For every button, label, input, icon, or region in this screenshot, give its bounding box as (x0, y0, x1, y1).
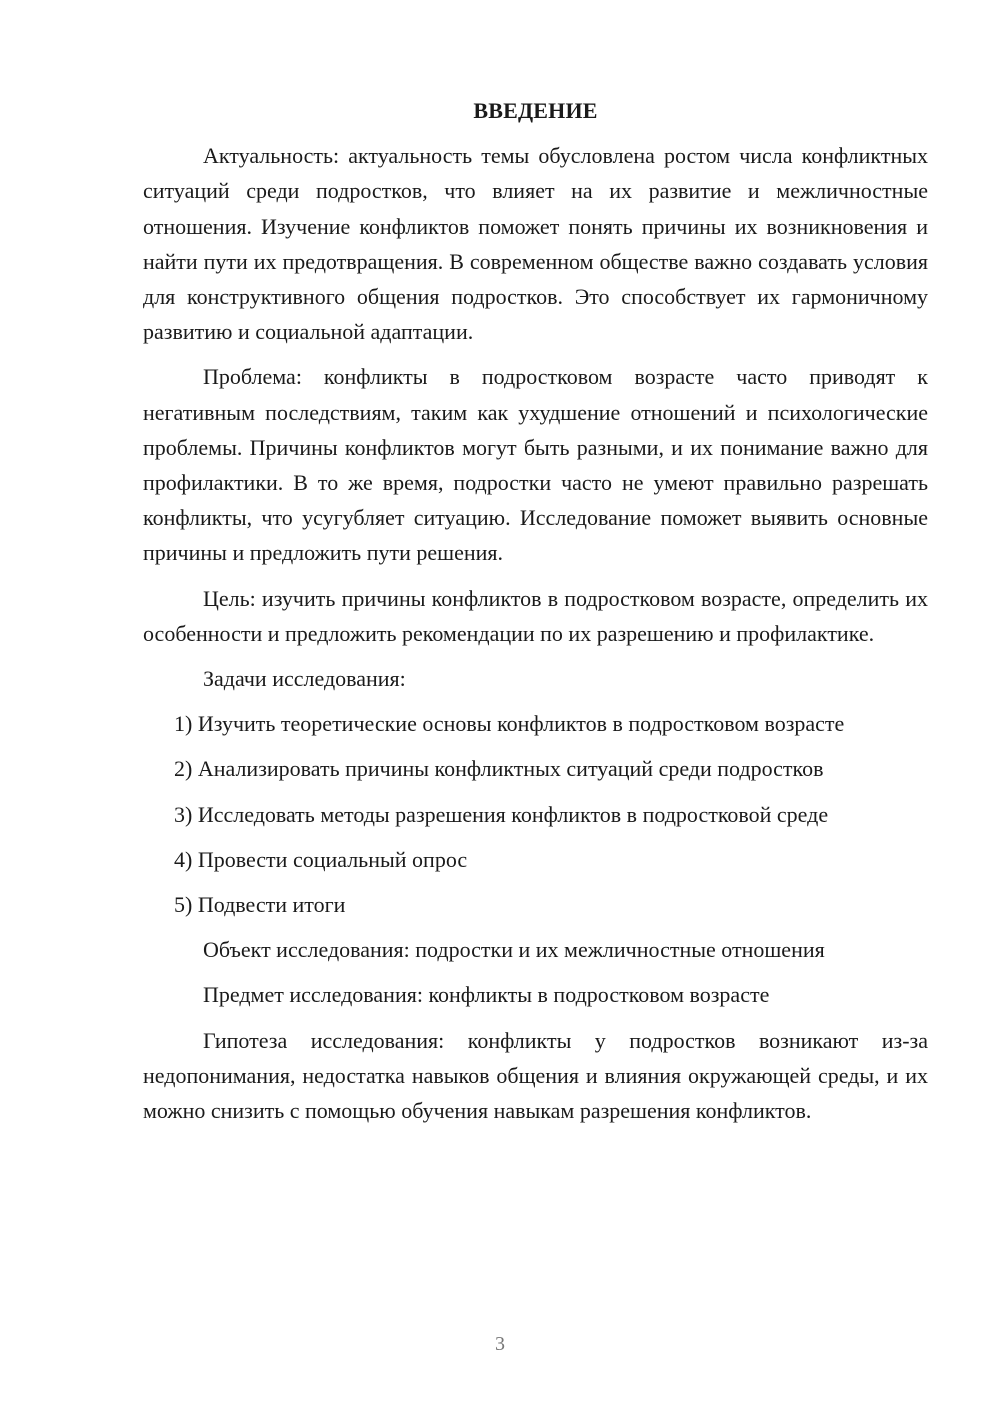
task-item: 3) Исследовать методы разрешения конфликтов в подростковой среде (174, 801, 829, 827)
task-item: 1) Изучить теоретические основы конфликтов в подростковом возрасте (174, 711, 845, 737)
relevance-paragraph: Актуальность: актуальность темы обусловлена ростом числа конфликтных ситуаций среди подростков, что влияет на их развитие и межличностные отношения. Изучение конфликтов поможет понять причины их возникновения и найти пути их предотвращения. В современном обществе важно создавать условия для конструктивного общения подростков. Это способствует их гармоничному развитию и социальной адаптации. (143, 143, 928, 345)
document-body (143, 93, 928, 1138)
section-title: ВВЕДЕНИЕ (473, 98, 598, 123)
tasks-list (143, 706, 928, 922)
hypothesis-paragraph: Гипотеза исследования: конфликты у подростков возникают из-за недопонимания, недостатка навыков общения и влияния окружающей среды, и их можно снизить с помощью обучения навыкам разрешения конфликтов. (143, 1027, 928, 1124)
research-object: Объект исследования: подростки и их межличностные отношения (203, 937, 825, 963)
tasks-heading: Задачи исследования: (203, 666, 406, 692)
goal-paragraph: Цель: изучить причины конфликтов в подростковом возрасте, определить их особенности и предложить рекомендации по их разрешению и профилактике. (143, 585, 928, 646)
task-item: 4) Провести социальный опрос (174, 846, 468, 872)
research-subject: Предмет исследования: конфликты в подростковом возрасте (203, 982, 770, 1008)
page-number: 3 (495, 1333, 505, 1355)
task-item: 5) Подвести итоги (174, 892, 346, 918)
task-item: 2) Анализировать причины конфликтных ситуаций среди подростков (174, 756, 824, 782)
problem-paragraph: Проблема: конфликты в подростковом возрасте часто приводят к негативным последствиям, таким как ухудшение отношений и психологические проблемы. Причины конфликтов могут быть разными, и их понимание важно для профилактики. В то же время, подростки часто не умеют правильно разрешать конфликты, что усугубляет ситуацию. Исследование поможет выявить основные причины и предложить пути решения. (143, 364, 928, 566)
